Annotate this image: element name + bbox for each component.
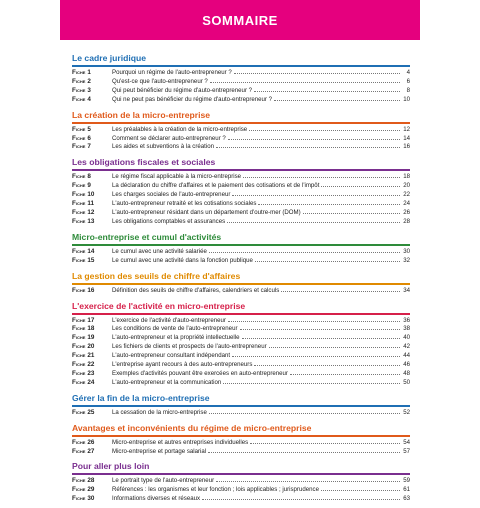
page-number: 20 xyxy=(403,182,410,190)
dot-leader xyxy=(202,499,400,500)
section-title: Avantages et inconvénients du régime de micro-entreprise xyxy=(72,422,410,437)
fiche-label: Fiche xyxy=(72,343,86,351)
fiche-label: Fiche xyxy=(72,438,86,446)
dot-leader xyxy=(250,443,400,444)
dot-leader xyxy=(209,252,400,253)
toc-entry[interactable] xyxy=(72,439,410,448)
toc-entry[interactable] xyxy=(72,191,410,200)
section-title: Le cadre juridique xyxy=(72,52,410,67)
section-title: La gestion des seuils de chiffre d'affaires xyxy=(72,270,410,285)
entry-title: Définition des seuils de chiffre d'affaires, calendriers et calculs xyxy=(112,286,280,294)
fiche-num: 9 xyxy=(87,182,91,190)
entry-title: Les préalables à la création de la micro-entreprise xyxy=(112,125,248,133)
section-title: La création de la micro-entreprise xyxy=(72,109,410,124)
page-number: 30 xyxy=(403,247,410,255)
fiche-num: 4 xyxy=(87,95,91,103)
fiche-number xyxy=(72,69,112,78)
fiche-number xyxy=(72,370,112,379)
dot-leader xyxy=(240,329,401,330)
fiche-number xyxy=(72,126,112,135)
page-number: 52 xyxy=(403,408,410,416)
page-number: 36 xyxy=(403,316,410,324)
dot-leader xyxy=(232,195,400,196)
toc-entry[interactable] xyxy=(72,379,410,388)
entry-title: L'auto-entrepreneur et la propriété intellectuelle xyxy=(112,334,240,342)
dot-leader xyxy=(254,365,400,366)
dot-leader xyxy=(242,338,400,339)
fiche-label: Fiche xyxy=(72,325,86,333)
page-number: 4 xyxy=(406,69,410,76)
toc-entry[interactable] xyxy=(72,218,410,227)
fiche-label: Fiche xyxy=(72,208,86,216)
fiche-label: Fiche xyxy=(72,361,86,369)
section-title: Pour aller plus loin xyxy=(72,460,410,475)
fiche-number xyxy=(72,209,112,218)
fiche-label: Fiche xyxy=(72,369,86,377)
fiche-number xyxy=(72,218,112,227)
table-of-contents xyxy=(72,52,410,508)
page-number: 22 xyxy=(403,191,410,199)
entry-title: L'entreprise ayant recours à des auto-entrepreneurs xyxy=(112,361,253,369)
fiche-number xyxy=(72,191,112,200)
fiche-number xyxy=(72,439,112,448)
fiche-num: 14 xyxy=(87,247,95,255)
toc-entry[interactable] xyxy=(72,317,410,326)
dot-leader xyxy=(243,177,400,178)
fiche-number xyxy=(72,325,112,334)
toc-section xyxy=(72,109,410,153)
page-number: 28 xyxy=(403,217,410,225)
toc-entry[interactable] xyxy=(72,477,410,486)
fiche-num: 3 xyxy=(87,86,91,94)
toc-section xyxy=(72,392,410,418)
toc-entry[interactable] xyxy=(72,87,410,96)
page-number: 34 xyxy=(403,286,410,294)
fiche-number xyxy=(72,96,112,105)
page-number: 59 xyxy=(403,477,410,485)
toc-entry[interactable] xyxy=(72,126,410,135)
fiche-label: Fiche xyxy=(72,182,86,190)
dot-leader xyxy=(216,481,400,482)
toc-entry[interactable] xyxy=(72,287,410,296)
page-number: 50 xyxy=(403,378,410,386)
fiche-num: 8 xyxy=(87,173,91,181)
fiche-number xyxy=(72,448,112,457)
fiche-number xyxy=(72,87,112,96)
fiche-num: 28 xyxy=(87,477,95,485)
entry-title: Micro-entreprise et portage salarial xyxy=(112,447,207,455)
toc-entry[interactable] xyxy=(72,486,410,495)
entry-title: L'auto-entrepreneur consultant indépendant xyxy=(112,352,231,360)
dot-leader xyxy=(249,130,400,131)
fiche-label: Fiche xyxy=(72,286,86,294)
toc-section xyxy=(72,156,410,226)
fiche-num: 17 xyxy=(87,316,95,324)
fiche-number xyxy=(72,334,112,343)
fiche-label: Fiche xyxy=(72,247,86,255)
fiche-label: Fiche xyxy=(72,125,86,133)
dot-leader xyxy=(290,374,400,375)
fiche-number xyxy=(72,143,112,152)
entry-title: Les obligations comptables et assurances xyxy=(112,217,226,225)
fiche-num: 13 xyxy=(87,217,95,225)
toc-entry[interactable] xyxy=(72,352,410,361)
entry-title: Le régime fiscal applicable à la micro-entreprise xyxy=(112,173,242,181)
entry-title: Les fichiers de clients et prospects de l'auto-entrepreneur xyxy=(112,343,267,351)
dot-leader xyxy=(216,147,400,148)
fiche-number xyxy=(72,343,112,352)
toc-section xyxy=(72,52,410,105)
entry-title: La cessation de la micro-entreprise xyxy=(112,408,207,416)
fiche-number xyxy=(72,477,112,486)
fiche-label: Fiche xyxy=(72,134,86,142)
page-number: 46 xyxy=(403,361,410,369)
entry-title: Informations diverses et réseaux xyxy=(112,495,201,503)
page-number: 54 xyxy=(403,438,410,446)
fiche-label: Fiche xyxy=(72,77,86,85)
toc-entry[interactable] xyxy=(72,96,410,105)
section-title: L'exercice de l'activité en micro-entreprise xyxy=(72,300,410,315)
fiche-num: 6 xyxy=(87,134,91,142)
page-number: 26 xyxy=(403,208,410,216)
fiche-number xyxy=(72,200,112,209)
page-number: 12 xyxy=(403,125,410,133)
toc-entry[interactable] xyxy=(72,69,410,78)
dot-leader xyxy=(321,186,400,187)
fiche-label: Fiche xyxy=(72,495,86,503)
toc-entry[interactable] xyxy=(72,448,410,457)
dot-leader xyxy=(258,204,400,205)
page-number: 10 xyxy=(403,95,410,103)
fiche-label: Fiche xyxy=(72,217,86,225)
dot-leader xyxy=(227,222,400,223)
fiche-number xyxy=(72,409,112,418)
fiche-label: Fiche xyxy=(72,378,86,386)
entry-title: Les aides et subventions à la création xyxy=(112,143,214,151)
entry-title: L'exercice de l'activité d'auto-entrepreneur xyxy=(112,316,226,324)
page-number: 38 xyxy=(403,325,410,333)
entry-title: Qu'est-ce que l'auto-entrepreneur ? xyxy=(112,77,208,85)
entry-title: L'auto-entrepreneur et la communication xyxy=(112,378,222,386)
entry-title: Qui ne peut pas bénéficier du régime d'auto-entrepreneur ? xyxy=(112,95,273,103)
fiche-num: 26 xyxy=(87,438,95,446)
dot-leader xyxy=(281,291,400,292)
toc-entry[interactable] xyxy=(72,200,410,209)
toc-section xyxy=(72,300,410,388)
toc-entry[interactable] xyxy=(72,361,410,370)
dot-leader xyxy=(210,82,400,83)
fiche-num: 30 xyxy=(87,495,95,503)
fiche-number xyxy=(72,257,112,266)
fiche-label: Fiche xyxy=(72,477,86,485)
toc-entry[interactable] xyxy=(72,182,410,191)
section-title: Gérer la fin de la micro-entreprise xyxy=(72,392,410,407)
fiche-label: Fiche xyxy=(72,69,86,76)
page-number: 24 xyxy=(403,200,410,208)
toc-entry[interactable] xyxy=(72,334,410,343)
fiche-label: Fiche xyxy=(72,95,86,103)
fiche-number xyxy=(72,486,112,495)
fiche-num: 2 xyxy=(87,77,91,85)
dot-leader xyxy=(232,356,400,357)
fiche-number xyxy=(72,182,112,191)
dot-leader xyxy=(303,213,400,214)
toc-entry[interactable] xyxy=(72,257,410,266)
fiche-num: 22 xyxy=(87,361,95,369)
fiche-label: Fiche xyxy=(72,352,86,360)
fiche-number xyxy=(72,495,112,504)
fiche-num: 7 xyxy=(87,143,91,151)
entry-title: Qui peut bénéficier du régime d'auto-entrepreneur ? xyxy=(112,86,253,94)
fiche-num: 16 xyxy=(87,286,95,294)
toc-section xyxy=(72,270,410,296)
entry-title: Références : les organismes et leur fonction ; lois applicables ; jurisprudence xyxy=(112,486,319,494)
page-number: 18 xyxy=(403,173,410,181)
toc-section xyxy=(72,460,410,504)
page-number: 16 xyxy=(403,143,410,151)
dot-leader xyxy=(228,321,400,322)
fiche-label: Fiche xyxy=(72,447,86,455)
toc-section xyxy=(72,231,410,266)
dot-leader xyxy=(255,261,400,262)
fiche-number xyxy=(72,352,112,361)
fiche-num: 25 xyxy=(87,408,95,416)
fiche-label: Fiche xyxy=(72,316,86,324)
entry-title: L'auto-entrepreneur retraité et les cotisations sociales xyxy=(112,200,257,208)
entry-title: La déclaration du chiffre d'affaires et le paiement des cotisations et de l'impôt xyxy=(112,182,320,190)
fiche-num: 29 xyxy=(87,486,95,494)
toc-entry[interactable] xyxy=(72,135,410,144)
page-number: 61 xyxy=(403,486,410,494)
fiche-label: Fiche xyxy=(72,143,86,151)
fiche-num: 15 xyxy=(87,256,95,264)
fiche-num: 23 xyxy=(87,369,95,377)
entry-title: L'auto-entrepreneur résidant dans un département d'outre-mer (DOM) xyxy=(112,208,301,216)
toc-entry[interactable] xyxy=(72,143,410,152)
fiche-num: 24 xyxy=(87,378,95,386)
toc-entry[interactable] xyxy=(72,495,410,504)
dot-leader xyxy=(208,452,400,453)
fiche-label: Fiche xyxy=(72,200,86,208)
page-number: 57 xyxy=(403,447,410,455)
page-number: 63 xyxy=(403,495,410,503)
dot-leader xyxy=(274,100,400,101)
fiche-label: Fiche xyxy=(72,191,86,199)
page-number: 14 xyxy=(403,134,410,142)
section-title: Les obligations fiscales et sociales xyxy=(72,156,410,171)
toc-entry[interactable] xyxy=(72,173,410,182)
dot-leader xyxy=(228,139,400,140)
fiche-num: 19 xyxy=(87,334,95,342)
fiche-label: Fiche xyxy=(72,334,86,342)
toc-section xyxy=(72,422,410,457)
page-number: 32 xyxy=(403,256,410,264)
fiche-num: 20 xyxy=(87,343,95,351)
fiche-num: 1 xyxy=(87,69,91,76)
section-title: Micro-entreprise et cumul d'activités xyxy=(72,231,410,246)
entry-title: Comment se déclarer auto-entrepreneur ? xyxy=(112,134,226,142)
fiche-num: 12 xyxy=(87,208,95,216)
fiche-num: 27 xyxy=(87,447,95,455)
entry-title: Micro-entreprise et autres entreprises individuelles xyxy=(112,438,249,446)
toc-entry[interactable] xyxy=(72,78,410,87)
dot-leader xyxy=(269,347,400,348)
fiche-number xyxy=(72,78,112,87)
toc-entry[interactable] xyxy=(72,325,410,334)
dot-leader xyxy=(254,91,400,92)
entry-title: Le cumul avec une activité dans la fonction publique xyxy=(112,256,253,264)
page-number: 42 xyxy=(403,343,410,351)
page-number: 40 xyxy=(403,334,410,342)
page-number: 44 xyxy=(403,352,410,360)
entry-title: Les conditions de vente de l'auto-entrepreneur xyxy=(112,325,238,333)
entry-title: Le cumul avec une activité salariée xyxy=(112,247,207,255)
page-number: 6 xyxy=(406,77,410,85)
fiche-num: 18 xyxy=(87,325,95,333)
fiche-number xyxy=(72,287,112,296)
document-page xyxy=(60,0,420,503)
fiche-number xyxy=(72,317,112,326)
dot-leader xyxy=(223,383,400,384)
dot-leader xyxy=(209,413,400,414)
fiche-num: 5 xyxy=(87,125,91,133)
fiche-label: Fiche xyxy=(72,86,86,94)
fiche-label: Fiche xyxy=(72,408,86,416)
fiche-num: 10 xyxy=(87,191,95,199)
entry-title: Les charges sociales de l'auto-entrepreneur xyxy=(112,191,231,199)
fiche-num: 21 xyxy=(87,352,95,360)
toc-entry[interactable] xyxy=(72,248,410,257)
fiche-label: Fiche xyxy=(72,256,86,264)
sommaire-header xyxy=(60,0,420,40)
fiche-number xyxy=(72,248,112,257)
entry-title: Exemples d'activités pouvant être exercées en auto-entrepreneur xyxy=(112,369,288,377)
fiche-number xyxy=(72,173,112,182)
toc-entry[interactable] xyxy=(72,370,410,379)
entry-title: Pourquoi un régime de l'auto-entrepreneur ? xyxy=(112,69,232,76)
fiche-num: 11 xyxy=(87,200,95,208)
toc-entry[interactable] xyxy=(72,343,410,352)
page-number: 48 xyxy=(403,369,410,377)
fiche-number xyxy=(72,361,112,370)
toc-entry[interactable] xyxy=(72,409,410,418)
fiche-label: Fiche xyxy=(72,173,86,181)
fiche-label: Fiche xyxy=(72,486,86,494)
page-number: 8 xyxy=(406,86,410,94)
page-title: SOMMAIRE xyxy=(202,12,278,28)
fiche-number xyxy=(72,135,112,144)
fiche-number xyxy=(72,379,112,388)
dot-leader xyxy=(234,73,400,74)
entry-title: Le portrait type de l'auto-entrepreneur xyxy=(112,477,215,485)
toc-entry[interactable] xyxy=(72,209,410,218)
dot-leader xyxy=(321,490,400,491)
